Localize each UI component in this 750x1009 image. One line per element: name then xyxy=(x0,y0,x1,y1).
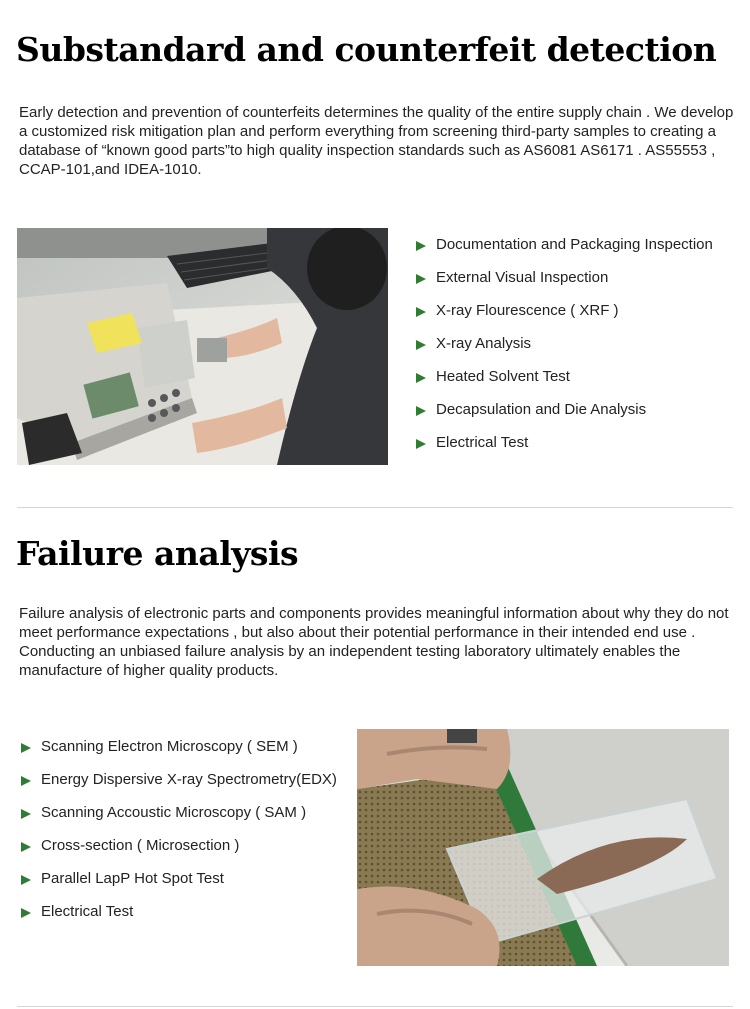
list-item: Cross-section ( Microsection ) xyxy=(21,837,337,870)
section-divider xyxy=(17,1006,733,1007)
section-divider xyxy=(17,507,733,508)
triangle-bullet-icon xyxy=(21,743,31,753)
triangle-bullet-icon xyxy=(21,908,31,918)
list-item: Energy Dispersive X-ray Spectrometry(EDX) xyxy=(21,771,337,804)
triangle-bullet-icon xyxy=(416,241,426,251)
triangle-bullet-icon xyxy=(416,439,426,449)
detection-services-list xyxy=(416,236,713,467)
triangle-bullet-icon xyxy=(416,274,426,284)
list-item: Documentation and Packaging Inspection xyxy=(416,236,713,269)
triangle-bullet-icon xyxy=(416,373,426,383)
list-item: Decapsulation and Die Analysis xyxy=(416,401,713,434)
triangle-bullet-icon xyxy=(21,842,31,852)
section1-description: Early detection and prevention of counterfeits determines the quality of the entire supply chain . We develop a customized risk mitigation plan and perform everything from screening third-party samples to creating a database of “known good parts”to high quality inspection standards such as AS6081 AS6171 . AS55553 , CCAP-101,and IDEA-1010. xyxy=(19,104,734,178)
triangle-bullet-icon xyxy=(416,307,426,317)
triangle-bullet-icon xyxy=(21,776,31,786)
triangle-bullet-icon xyxy=(21,809,31,819)
inspection-photo xyxy=(17,228,388,465)
analysis-photo xyxy=(357,729,729,966)
triangle-bullet-icon xyxy=(416,340,426,350)
list-item: Electrical Test xyxy=(416,434,713,467)
list-item: X-ray Flourescence ( XRF ) xyxy=(416,302,713,335)
failure-analysis-list xyxy=(21,738,337,936)
list-item: X-ray Analysis xyxy=(416,335,713,368)
triangle-bullet-icon xyxy=(21,875,31,885)
list-item: Electrical Test xyxy=(21,903,337,936)
list-item: Heated Solvent Test xyxy=(416,368,713,401)
section2-title: Failure analysis xyxy=(16,534,299,573)
list-item: Scanning Accoustic Microscopy ( SAM ) xyxy=(21,804,337,837)
list-item: Scanning Electron Microscopy ( SEM ) xyxy=(21,738,337,771)
section2-description: Failure analysis of electronic parts and components provides meaningful information about why they do not meet performance expectations , but also about their potential performance in their intended end use . Conducting an unbiased failure analysis by an independent testing laboratory ultimately enables the manufacture of higher quality products. xyxy=(19,605,729,679)
triangle-bullet-icon xyxy=(416,406,426,416)
section1-title: Substandard and counterfeit detection xyxy=(16,30,717,69)
list-item: External Visual Inspection xyxy=(416,269,713,302)
list-item: Parallel LapP Hot Spot Test xyxy=(21,870,337,903)
